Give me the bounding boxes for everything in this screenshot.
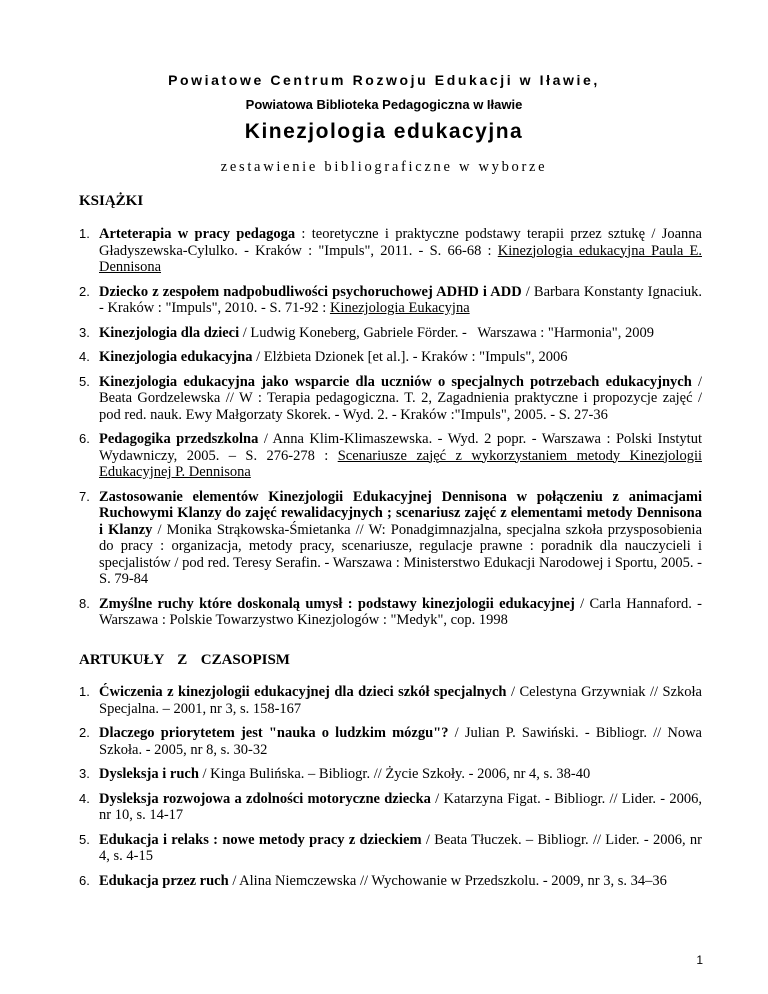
book-entry [79, 226, 702, 276]
entry-details: / Ludwig Koneberg, Gabriele Förder. - Warszawa : "Harmonia", 2009 [239, 324, 654, 341]
entry-number: 2. [79, 725, 90, 740]
entry-number: 6. [79, 431, 90, 446]
entry-title: Zmyślne ruchy które doskonalą umysł : podstawy kinezjologii edukacyjnej [99, 595, 575, 612]
book-entry [79, 349, 702, 366]
entry-title: Dysleksja i ruch [99, 766, 199, 782]
article-entry [79, 766, 702, 783]
page-number: 1 [696, 953, 703, 967]
books-heading: KSIĄŻKI [79, 193, 144, 209]
entry-details: / Elżbieta Dzionek [et al.]. - Kraków : "Impuls", 2006 [252, 349, 568, 365]
entry-title: Dziecko z zespołem nadpobudliwości psychoruchowej ADHD i ADD [99, 283, 522, 300]
book-entry [79, 431, 702, 481]
article-entry [79, 791, 702, 824]
entry-details: / Katarzyna Figat. - Bibliogr. // Lider. - 2006, nr 10, s. 14-17 [99, 790, 702, 823]
article-entry [79, 873, 702, 890]
entry-details: / Julian P. Sawiński. - Bibliogr. // Nowa Szkoła. - 2005, nr 8, s. 30-32 [99, 725, 702, 758]
entry-number: 5. [79, 373, 90, 389]
entry-title: Ćwiczenia z kinezjologii edukacyjnej dla dzieci szkół specjalnych [99, 684, 507, 700]
book-entry [79, 284, 702, 317]
entry-title: Arteterapia w pracy pedagoga [99, 226, 296, 242]
entry-number: 7. [79, 488, 90, 504]
entry-number: 1. [79, 226, 90, 241]
entry-title: Dlaczego priorytetem jest "nauka o ludzkim mózgu"? [99, 725, 449, 741]
entry-title: Dysleksja rozwojowa a zdolności motoryczne dziecka [99, 790, 431, 807]
entry-number: 4. [79, 790, 90, 806]
book-entry [79, 489, 702, 588]
entry-number: 8. [79, 595, 90, 611]
entry-title: Kinezjologia edukacyjna [99, 349, 253, 365]
entry-details: / Anna Klim-Klimaszewska. - Wyd. 2 popr. - Warszawa : Polski Instytut Wydawniczy, 2005. – S. 276-278 : [99, 431, 702, 464]
entry-details: / Barbara Konstanty Ignaciuk. - Kraków : "Impuls", 2010. - S. 71-92 : [99, 283, 702, 316]
entry-title: Pedagogika przedszkolna [99, 431, 259, 447]
articles-list [79, 684, 702, 889]
library-header: Powiatowa Biblioteka Pedagogiczna w Iławie [245, 97, 523, 112]
books-list [79, 226, 702, 629]
entry-details: / Carla Hannaford. - Warszawa : Polskie Towarzystwo Kinezjologów : "Medyk", cop. 1998 [99, 595, 702, 628]
institution-header: Powiatowe Centrum Rozwoju Edukacji w Iławie, [168, 72, 600, 88]
document-subtitle: zestawienie bibliograficzne w wyborze [220, 159, 548, 175]
document-title: Kinezjologia edukacyjna [244, 120, 524, 143]
entry-details: : teoretyczne i praktyczne podstawy terapii przez sztukę / Joanna Gładyszewska-Cylulko. - Kraków : "Impuls", 2011. - S. 66-68 : [99, 226, 702, 259]
entry-details: / Beata Gordzelewska // W : Terapia pedagogiczna. T. 2, Zagadnienia praktyczne i propozycje zajęć / pod red. nauk. Ewy Małgorzaty Skorek. - Wyd. 2. - Kraków :"Impuls", 2005. - S. 27-36 [99, 373, 703, 423]
entry-title: Kinezjologia dla dzieci [99, 324, 240, 341]
entry-number: 2. [79, 283, 90, 299]
entry-number: 4. [79, 349, 90, 364]
book-entry [79, 325, 702, 342]
entry-details: / Alina Niemczewska // Wychowanie w Przedszkolu. - 2009, nr 3, s. 34–36 [228, 872, 667, 889]
book-entry [79, 596, 702, 629]
entry-chapter-link: Kinezjologia edukacyjna Paula E. Dennisona [99, 242, 702, 275]
entry-title: Kinezjologia edukacyjna jako wsparcie dla uczniów o specjalnych potrzebach edukacyjnych [99, 373, 692, 390]
entry-title: Edukacja i relaks : nowe metody pracy z dzieckiem [99, 831, 422, 848]
article-entry [79, 725, 702, 758]
book-entry [79, 374, 702, 424]
entry-number: 5. [79, 831, 90, 847]
article-entry [79, 684, 702, 717]
entry-number: 1. [79, 684, 90, 699]
entry-chapter-link: Kinezjologia Eukacyjna [329, 300, 470, 316]
entry-details: / Celestyna Grzywniak // Szkoła Specjalna. – 2001, nr 3, s. 158-167 [99, 684, 702, 717]
entry-title: Zastosowanie elementów Kinezjologii Edukacyjnej Dennisona w połączeniu z animacjami Ruchowymi Klanzy do zajęć rewalidacyjnych ; scenariusz zajęć z elementami metody Dennisona i Klanzy [99, 488, 702, 538]
entry-chapter-link: Scenariusze zajęć z wykorzystaniem metody Kinezjologii Edukacyjnej P. Dennisona [99, 447, 702, 480]
entry-details: / Beata Tłuczek. – Bibliogr. // Lider. - 2006, nr 4, s. 4-15 [99, 831, 702, 864]
entry-number: 3. [79, 324, 90, 340]
entry-number: 6. [79, 872, 90, 888]
entry-details: / Monika Strąkowska-Śmietanka // W: Ponadgimnazjalna, specjalna szkoła przysposobienia do pracy : organizacja, metody pracy, scenariusze, regulacje prawne : poradnik dla nauczycieli i specjalistów / pod red. Teresy Serafin. - Warszawa : Ministerstwo Edukacji Narodowej i Sportu, 2005. - S. 79-84 [99, 521, 703, 587]
entry-details: / Kinga Bulińska. – Bibliogr. // Życie Szkoły. - 2006, nr 4, s. 38-40 [198, 766, 591, 782]
entry-title: Edukacja przez ruch [99, 872, 229, 889]
article-entry [79, 832, 702, 865]
articles-heading: ARTUKUŁY Z CZASOPISM [79, 652, 290, 668]
entry-number: 3. [79, 766, 90, 781]
